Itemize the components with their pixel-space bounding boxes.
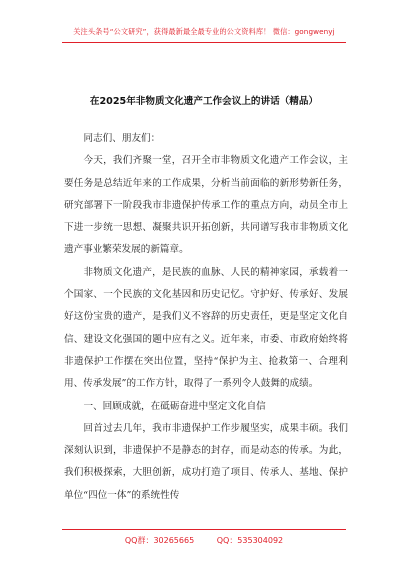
salutation: 同志们、朋友们：	[83, 133, 161, 144]
document-body	[64, 128, 348, 507]
section-paragraph: 回首过去几年，我市非遗保护工作步履坚实，成果丰硕。我们深刻认识到，非遗保护不是静态的封存，而是动态的传承。为此，我们积极探索，大胆创新，成功打造了项目、传承人、基地、保护单位“四位一体”的系统性传	[64, 422, 348, 501]
document-title: 在2025年非物质文化遗产工作会议上的讲话（精品）	[89, 96, 319, 107]
paragraph-1: 今天，我们齐聚一堂，召开全市非物质文化遗产工作会议，主要任务是总结近年来的工作成果，分析当前面临的新形势新任务，研究部署下一阶段我市非遗保护传承工作的重点方向，动员全市上下进一步统一思想、凝聚共识开拓创新，共同谱写我市非物质文化遗产事业繁荣发展的新篇章。	[64, 155, 348, 256]
footer	[0, 535, 408, 546]
paragraph-2: 非物质文化遗产，是民族的血脉、人民的精神家园，承载着一个国家、一个民族的文化基因和历史记忆。守护好、传承好、发展好这份宝贵的遗产，是我们义不容辞的历史责任，更是坚定文化自信、建设文化强国的题中应有之义。近年来，市委、市政府始终将非遗保护工作摆在突出位置，坚持“保护为主、抢救第一、合理利用、传承发展”的工作方针，取得了一系列令人鼓舞的成绩。	[64, 266, 348, 390]
footer-divider	[62, 529, 346, 530]
footer-qq-group: QQ群：30265665	[124, 536, 195, 545]
header-banner: 关注头条号“公文研究”，获得最新最全最专业的公文资料库！ 微信：gongwenyj	[73, 27, 335, 36]
section-heading: 一、回顾成就，在砥砺奋进中坚定文化自信	[83, 400, 266, 412]
footer-qq-contact: QQ：535304092	[216, 536, 284, 545]
header-divider	[62, 42, 346, 43]
